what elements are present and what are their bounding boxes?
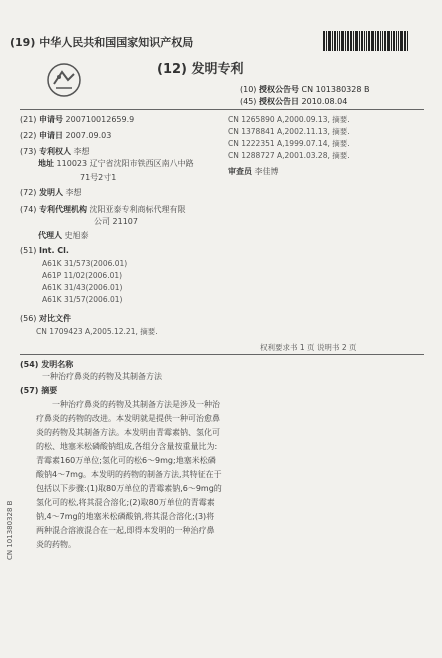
intcl-item: A61K 31/573(2006.01) [42, 259, 128, 268]
doc-type-label: 发明专利 [191, 62, 244, 77]
address [38, 158, 194, 169]
patentee-value: 李想 [73, 147, 90, 156]
description-pages: 说明书 2 页 [316, 343, 357, 352]
agent-label: 代理人 [38, 231, 62, 240]
header-divider [20, 109, 424, 110]
agent-value: 史旭泰 [64, 231, 89, 240]
page-counts [260, 342, 356, 353]
patentee [20, 146, 90, 157]
inventor-code: (72) [20, 188, 37, 197]
abstract-heading [20, 385, 57, 396]
intcl [20, 246, 69, 255]
office-name: 中华人民共和国国家知识产权局 [39, 36, 194, 49]
intcl-item: A61P 11/02(2006.01) [42, 271, 123, 280]
app-no-label: 申请号 [38, 115, 63, 124]
references [20, 313, 71, 324]
agency-label: 专利代理机构 [38, 205, 87, 214]
app-date-code: (22) [20, 131, 37, 140]
address-label: 地址 [38, 159, 54, 168]
reference-item: CN 1378841 A,2002.11.13, 摘要. [228, 127, 350, 136]
cnipa-logo-icon [46, 62, 82, 98]
pubdate-value: 2010.08.04 [301, 97, 348, 106]
address-line2: 71号2寸1 [80, 173, 117, 182]
pubno-code: (10) [240, 85, 257, 94]
pubno-value: CN 101380328 B [301, 85, 370, 94]
app-date-value: 2007.09.03 [65, 131, 112, 140]
pubdate-code: (45) [240, 97, 257, 106]
address-line1: 110023 辽宁省沈阳市铁西区南八中路 [56, 159, 194, 168]
inventor [20, 187, 82, 198]
invention-title [20, 359, 73, 370]
abstract-divider [20, 354, 424, 355]
title-label: 发明名称 [41, 360, 74, 369]
barcode [323, 31, 414, 51]
application-date [20, 130, 111, 141]
examiner [228, 166, 279, 177]
agency [20, 204, 186, 215]
document-type [157, 58, 244, 77]
title-value: 一种治疗鼻炎的药物及其制备方法 [42, 372, 162, 381]
side-publication-code: CN 101380328 B [6, 500, 14, 560]
refs-label: 对比文件 [38, 314, 71, 323]
abstract-code: (57) [20, 386, 39, 395]
pubno-label: 授权公告号 [258, 85, 299, 94]
inventor-label: 发明人 [38, 188, 63, 197]
app-no-value: 200710012659.9 [65, 115, 135, 124]
inventor-value: 李想 [65, 188, 82, 197]
refs-code: (56) [20, 314, 37, 323]
publication-date [240, 96, 347, 107]
intcl-item: A61K 31/43(2006.01) [42, 283, 123, 292]
intcl-item: A61K 31/57(2006.01) [42, 295, 123, 304]
pubdate-label: 授权公告日 [258, 97, 299, 106]
agency-line2: 公司 21107 [94, 217, 138, 226]
patentee-code: (73) [20, 147, 37, 156]
reference-item: CN 1222351 A,1999.07.14, 摘要. [228, 139, 350, 148]
examiner-value: 李佳博 [254, 167, 279, 176]
application-number [20, 114, 134, 125]
examiner-label: 审查员 [228, 167, 252, 176]
agency-line1: 沈阳亚泰专利商标代理有限 [89, 205, 186, 214]
publication-number [240, 84, 369, 95]
reference-item: CN 1288727 A,2001.03.28, 摘要. [228, 151, 350, 160]
patentee-label: 专利权人 [38, 147, 71, 156]
title-code: (54) [20, 360, 39, 369]
intcl-label: Int. Cl. [38, 246, 69, 255]
app-no-code: (21) [20, 115, 37, 124]
intcl-code: (51) [20, 246, 37, 255]
abstract-label: 摘要 [41, 386, 58, 395]
agency-code: (74) [20, 205, 37, 214]
reference-item: CN 1265890 A,2000.09.13, 摘要. [228, 115, 350, 124]
reference-item: CN 1709423 A,2005.12.21, 摘要. [36, 327, 158, 336]
office-code: (19) [10, 36, 36, 49]
doc-type-code: (12) [157, 62, 187, 77]
agent [38, 230, 89, 241]
office-header [10, 34, 193, 50]
abstract-text: 一种治疗鼻炎的药物及其制备方法是涉及一种治疗鼻炎的药物的改进。本发明就是提供一种可治愈鼻炎的药物及其制备方法。本发明由青霉素钠、氢化可的松、地塞米松磷酸钠组成,各组分含量按重量比为:青霉素160万单位;氢化可的松6～9mg;地塞米松磷酸钠4～7mg。本发明的药物的制备方法,其特征在于包括以下步骤:(1)取80万单位的青霉素钠,6～9mg的氢化可的松,将其混合溶化;(2)取80万单位的青霉素钠,4～7mg的地塞米松磷酸钠,将其混合溶化;(3)将两种混合溶液混合在一起,即得本发明的一种治疗鼻炎的药物。 [36, 400, 222, 549]
claims-pages: 权利要求书 1 页 [260, 343, 315, 352]
app-date-label: 申请日 [38, 131, 63, 140]
